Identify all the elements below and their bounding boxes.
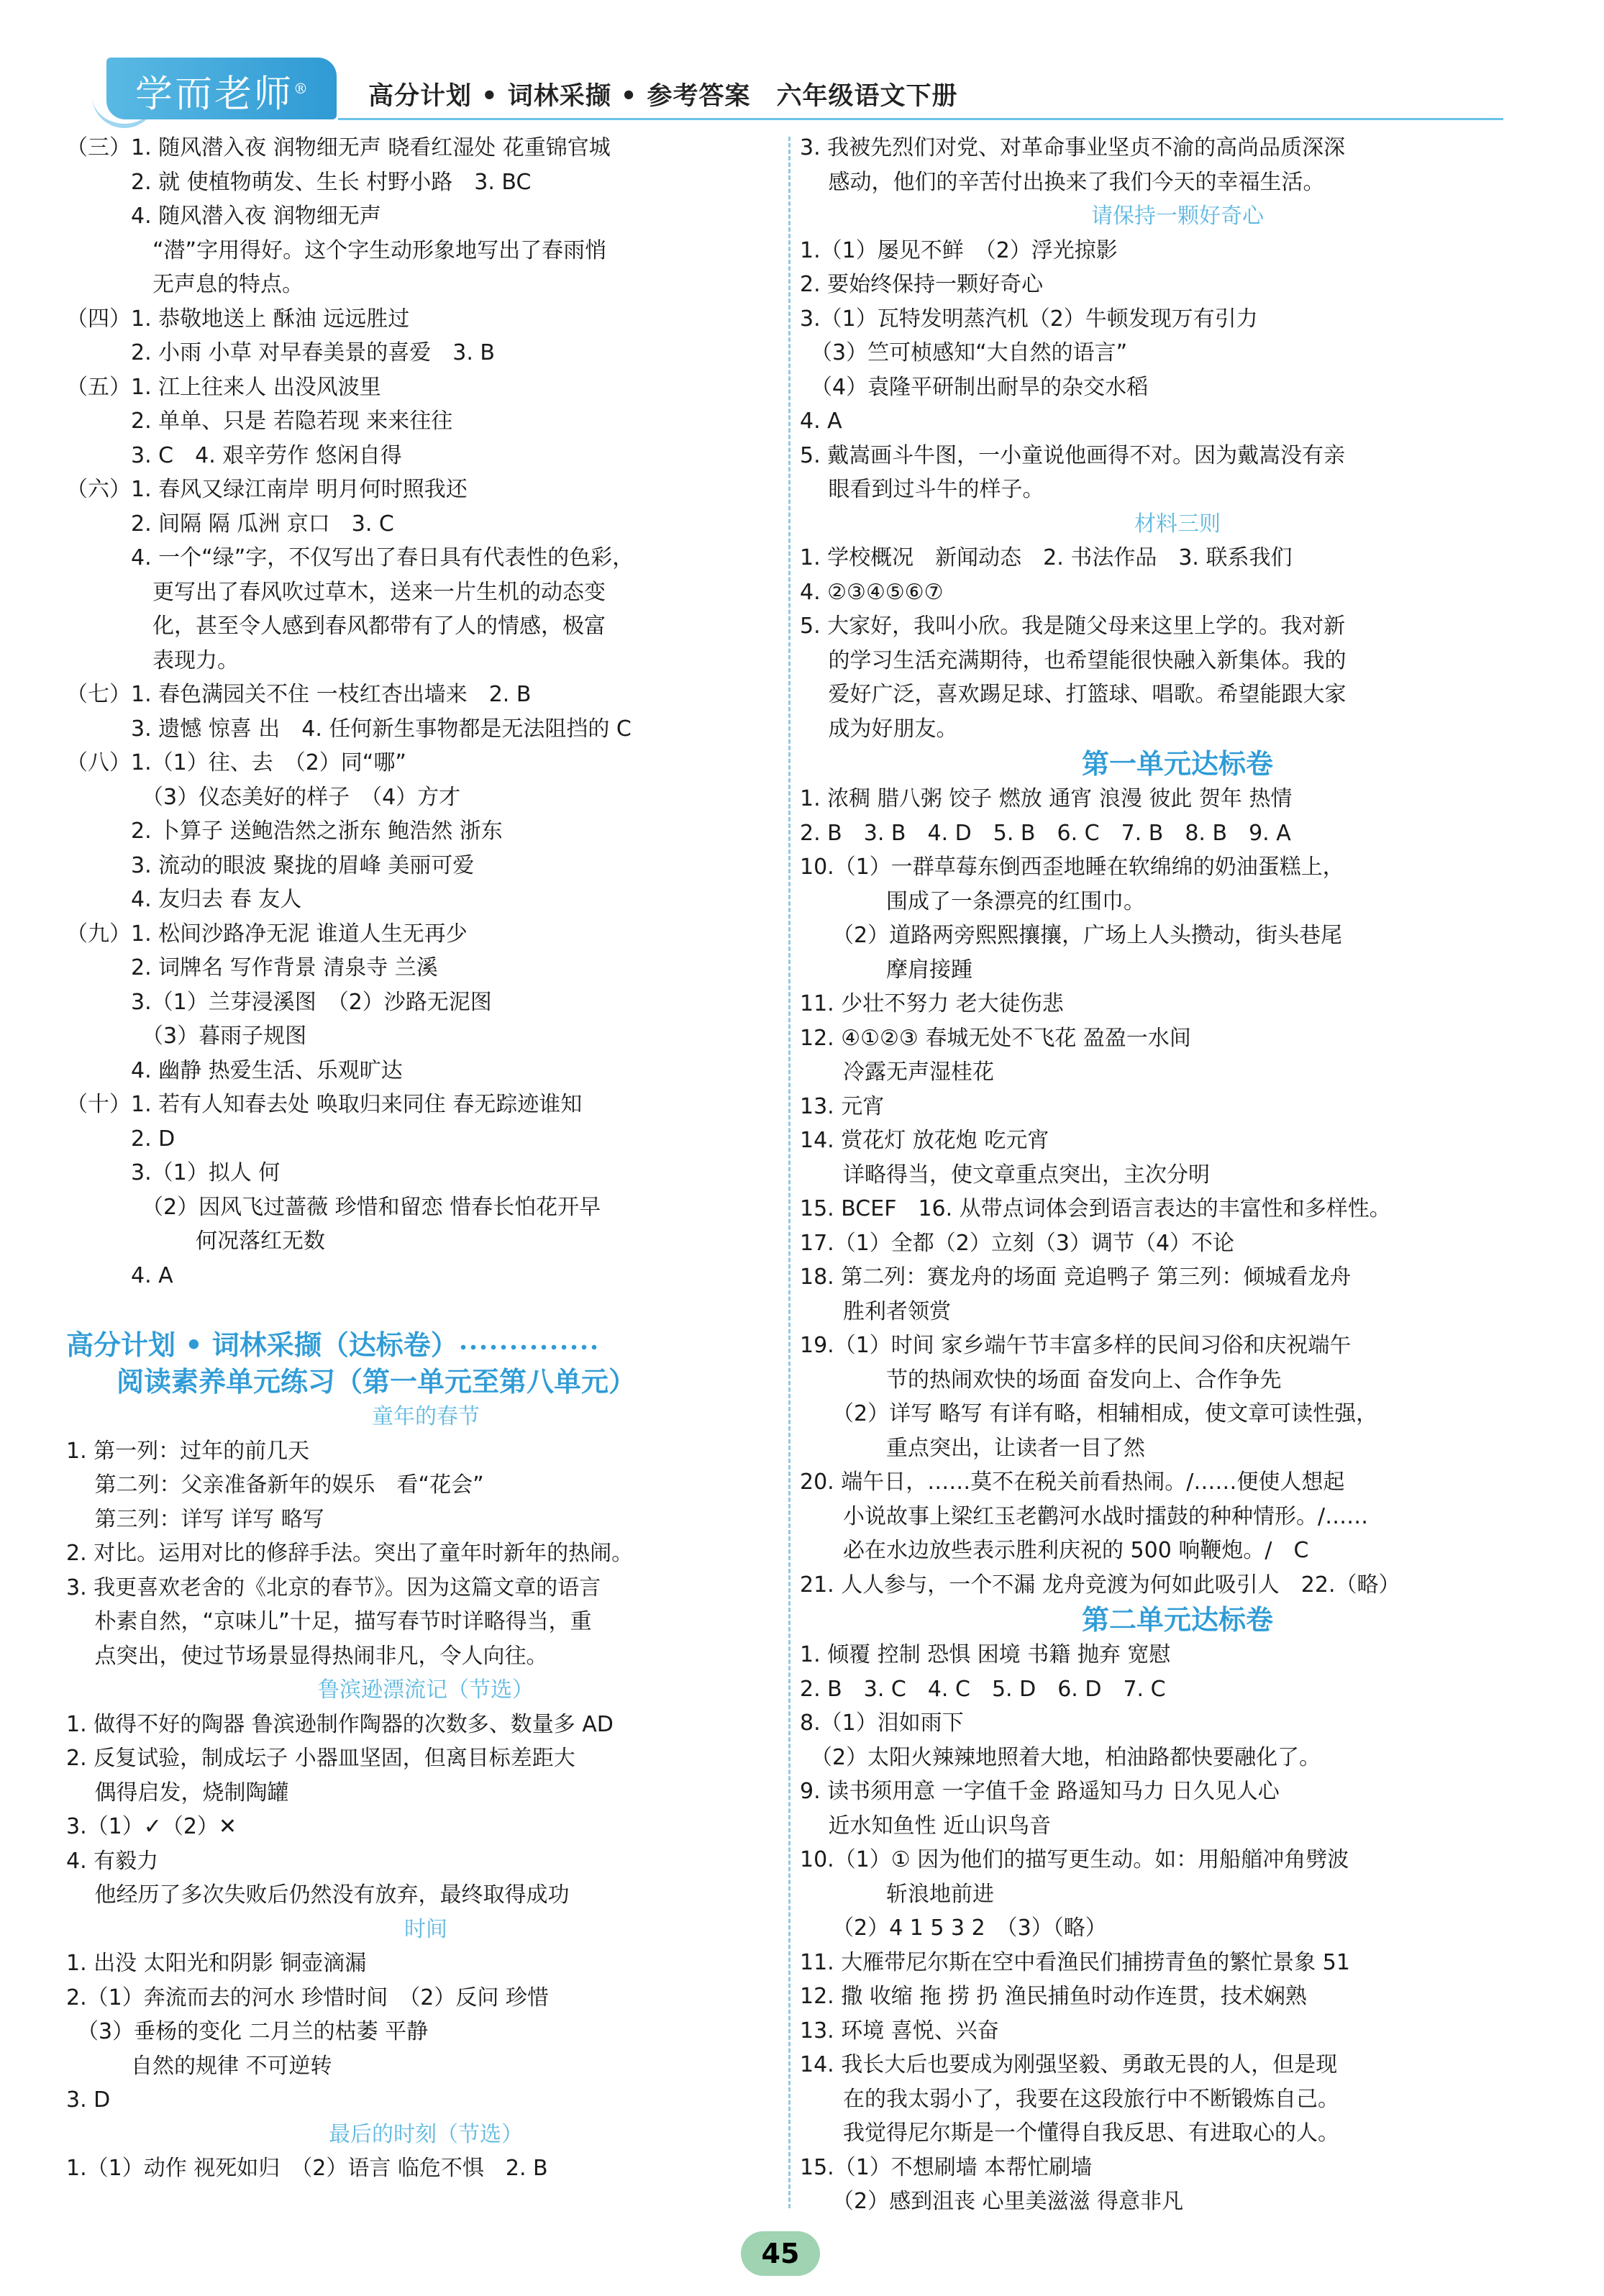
header-title: 高分计划 • 词林采撷 • 参考答案 六年级语文下册 [368, 82, 958, 111]
answer-line: 2. 要始终保持一颗好奇心 [800, 272, 1044, 297]
answer-line: 19.（1）时间 家乡端午节丰富多样的民间习俗和庆祝端午 [800, 1333, 1352, 1358]
answer-line: （2）4 1 5 3 2 （3）（略） [800, 1915, 1107, 1941]
answer-line: 表现力。 [66, 647, 239, 673]
answer-line: （六）1. 春风又绿江南岸 明月何时照我还 [66, 477, 468, 502]
column-divider [788, 137, 790, 2208]
answer-line: 3. 我被先烈们对党、对革命事业坚贞不渝的高尚品质深深 [800, 135, 1346, 160]
answers-curiosity [800, 234, 1555, 507]
answer-line: 15.（1）不想刷墙 本帮忙刷墙 [800, 2154, 1093, 2180]
answer-line: 5. 戴嵩画斗牛图，一小童说他画得不对。因为戴嵩没有亲 [800, 442, 1346, 468]
answer-line: （四）1. 恭敬地送上 酥油 远远胜过 [66, 306, 410, 332]
answer-line: 1. 第一列：过年的前几天 [66, 1438, 310, 1464]
answer-line: 11. 少壮不努力 老大徒伤悲 [800, 991, 1064, 1016]
answer-line: （2）感到沮丧 心里美滋滋 得意非凡 [800, 2189, 1184, 2214]
answer-line: （2）道路两旁熙熙攘攘，广场上人头攒动，街头巷尾 [800, 923, 1343, 948]
left-column [66, 131, 785, 2186]
answer-line: （五）1. 江上往来人 出没风波里 [66, 374, 381, 400]
answer-line: 2. 单单、只是 若隐若现 来来往往 [66, 409, 453, 434]
answer-line: 更写出了春风吹过草木，送来一片生机的动态变 [66, 579, 606, 605]
answer-line: 1.（1）动作 视死如归 （2）语言 临危不惧 2. B [66, 2156, 548, 2181]
answer-line: 14. 我长大后也要成为刚强坚毅、勇敢无畏的人，但是现 [800, 2052, 1338, 2077]
answer-line: （2）详写 略写 有详有略，相辅相成，使文章可读性强， [800, 1401, 1378, 1426]
answer-line: 在的我太弱小了，我要在这段旅行中不断锻炼自己。 [800, 2086, 1339, 2112]
answer-line: 4. 一个“绿”字，不仅写出了春日具有代表性的色彩， [66, 545, 634, 570]
answer-line: 17.（1）全都（2）立刻（3）调节（4）不论 [800, 1230, 1235, 1256]
answer-line: 3. C 4. 艰辛劳作 悠闲自得 [66, 442, 402, 468]
answer-line: 21. 人人参与，一个不漏 龙舟竞渡为何如此吸引人 22.（略） [800, 1572, 1400, 1598]
answers-unit2 [800, 1638, 1555, 2219]
answer-line: 2. 卜算子 送鲍浩然之浙东 鲍浩然 浙东 [66, 819, 503, 844]
answer-line: 15. BCEF 16. 从带点词体会到语言表达的丰富性和多样性。 [800, 1196, 1391, 1221]
answer-line: 4. 随风潜入夜 润物细无声 [66, 204, 381, 229]
brand-name: 学而老师 [135, 73, 293, 117]
answer-line: 摩肩接踵 [800, 957, 972, 983]
answer-line: 小说故事上梁红玉老鹳河水战时擂鼓的种种情形。/…… [800, 1503, 1369, 1529]
section-title [66, 1326, 785, 1364]
answer-line: （3）仪态美好的样子 （4）方才 [66, 784, 461, 810]
answer-line: 4. 有毅力 [66, 1848, 159, 1874]
answer-line: 3. D [66, 2087, 111, 2113]
answers-unit1 [800, 782, 1555, 1602]
page-number-badge: 45 [741, 2231, 820, 2276]
answers-robinson [66, 1708, 785, 1913]
unit1-title: 第一单元达标卷 [1081, 748, 1273, 780]
answer-line: 2. D [66, 1126, 176, 1152]
caption-last-moment: 最后的时刻（节选） [329, 2121, 523, 2147]
answer-line: （八）1.（1）往、去 （2）同“哪” [66, 750, 406, 775]
caption-curiosity: 请保持一颗好奇心 [1091, 204, 1264, 229]
answer-line: 2. 间隔 隔 瓜洲 京口 3. C [66, 511, 394, 537]
answer-line: （三）1. 随风潜入夜 润物细无声 晓看红湿处 花重锦官城 [66, 135, 611, 160]
answer-line: 无声息的特点。 [66, 272, 304, 297]
unit-title: 阅读素养单元练习（第一单元至第八单元） [117, 1366, 637, 1398]
answer-line: 详略得当，使文章重点突出，主次分明 [800, 1162, 1210, 1188]
answer-line: 9. 读书须用意 一字值千金 路遥知马力 日久见人心 [800, 1779, 1280, 1804]
answer-line: 4. A [66, 1262, 173, 1288]
answer-line: 2. 对比。运用对比的修辞手法。突出了童年时新年的热闹。 [66, 1541, 634, 1566]
page-header [0, 0, 1604, 126]
answer-line: 3. 我更喜欢老舍的《北京的春节》。因为这篇文章的语言 [66, 1575, 601, 1600]
answer-line: 爱好广泛，喜欢踢足球、打篮球、唱歌。希望能跟大家 [800, 682, 1346, 707]
answer-line: 18. 第二列：赛龙舟的场面 竞追鸭子 第三列：倾城看龙舟 [800, 1265, 1352, 1290]
right-column [800, 131, 1555, 2219]
answer-line: （十）1. 若有人知春去处 唤取归来同住 春无踪迹谁知 [66, 1092, 583, 1117]
answer-line: 他经历了多次失败后仍然没有放弃，最终取得成功 [66, 1882, 570, 1908]
answers-three-materials [800, 541, 1555, 746]
answer-line: （2）因风飞过蔷薇 珍惜和留恋 惜春长怕花开早 [66, 1194, 601, 1220]
answer-line: 何况落红无数 [66, 1229, 325, 1254]
answer-line: 3. 遗憾 惊喜 出 4. 任何新生事物都是无法阻挡的 C [66, 716, 632, 742]
answer-line: 2. B 3. C 4. C 5. D 6. D 7. C [800, 1676, 1166, 1702]
answer-line: 2. 小雨 小草 对早春美景的喜爱 3. B [66, 340, 495, 365]
answer-line: 4. A [800, 409, 842, 434]
answer-line: 4. 友归去 春 友人 [66, 887, 302, 912]
header-rule [338, 118, 1503, 120]
answer-line: 冷露无声湿桂花 [800, 1060, 994, 1085]
answer-line: （九）1. 松间沙路净无泥 谁道人生无再少 [66, 921, 468, 947]
answer-line: 的学习生活充满期待，也希望能很快融入新集体。我的 [800, 647, 1346, 673]
answer-line: 近水知鱼性 近山识鸟音 [800, 1813, 1052, 1839]
answer-line: 偶得启发，烧制陶罐 [66, 1780, 289, 1805]
answer-line: （3）垂杨的变化 二月兰的枯萎 平静 [66, 2019, 429, 2044]
dotted-leader [458, 1344, 602, 1351]
answer-line: 20. 端午日，……莫不在税关前看热闹。/……便使人想起 [800, 1470, 1345, 1495]
left-answers-poems [66, 131, 785, 1293]
answer-line: 1. 学校概况 新闻动态 2. 书法作品 3. 联系我们 [800, 545, 1293, 570]
answer-line: “潜”字用得好。这个字生动形象地写出了春雨悄 [66, 237, 607, 263]
answer-line: （2）太阳火辣辣地照着大地，柏油路都快要融化了。 [800, 1744, 1321, 1770]
answer-line: 胜利者领赏 [800, 1298, 951, 1324]
answer-line: 朴素自然，“京味儿”十足，描写春节时详略得当，重 [66, 1609, 592, 1634]
answer-line: 眼看到过斗牛的样子。 [800, 477, 1044, 502]
answer-line: 3.（1）兰芽浸溪图 （2）沙路无泥图 [66, 989, 492, 1015]
answer-line: 2.（1）奔流而去的河水 珍惜时间 （2）反问 珍惜 [66, 1985, 549, 2010]
answer-line: 1. 做得不好的陶器 鲁滨逊制作陶器的次数多、数量多 AD [66, 1711, 614, 1737]
answers-childhood-spring [66, 1434, 785, 1674]
answer-line: 化，甚至令人感到春风都带有了人的情感，极富 [66, 614, 606, 639]
spacer [66, 1293, 785, 1326]
caption-robinson: 鲁滨逊漂流记（节选） [318, 1677, 534, 1703]
answer-line: 4. ②③④⑤⑥⑦ [800, 579, 944, 605]
answer-line: 第二列：父亲准备新年的娱乐 看“花会” [66, 1472, 484, 1498]
caption-childhood-spring: 童年的春节 [372, 1404, 480, 1429]
answer-line: （3）暮雨子规图 [66, 1024, 307, 1049]
answer-line: 必在水边放些表示胜利庆祝的 500 响鞭炮。/ C [800, 1538, 1309, 1563]
answer-line: 围成了一条漂亮的红围巾。 [800, 888, 1145, 914]
answer-line: 13. 环境 喜悦、兴奋 [800, 2018, 999, 2044]
answers-continued [800, 131, 1555, 199]
answer-line: 节的热闹欢快的场面 奋发向上、合作争先 [800, 1367, 1282, 1393]
answer-line: 我觉得尼尔斯是一个懂得自我反思、有进取心的人。 [800, 2120, 1339, 2146]
answer-line: 11. 大雁带尼尔斯在空中看渔民们捕捞青鱼的繁忙景象 51 [800, 1949, 1350, 1975]
answer-line: 13. 元宵 [800, 1093, 885, 1119]
answer-line: （七）1. 春色满园关不住 一枝红杏出墙来 2. B [66, 682, 532, 707]
answer-line: 12. 撒 收缩 拖 捞 扔 渔民捕鱼时动作连贯，技术娴熟 [800, 1984, 1307, 2009]
answer-line: 4. 幽静 热爱生活、乐观旷达 [66, 1057, 403, 1083]
answer-line: 2. B 3. B 4. D 5. B 6. C 7. B 8. B 9. A [800, 820, 1291, 846]
answer-line: 3.（1）瓦特发明蒸汽机（2）牛顿发现万有引力 [800, 306, 1258, 332]
answer-line: 3. 流动的眼波 聚拢的眉峰 美丽可爱 [66, 852, 475, 878]
answer-line: 自然的规律 不可逆转 [66, 2053, 332, 2079]
answer-line: 2. 词牌名 写作背景 清泉寺 兰溪 [66, 955, 438, 980]
section-title-text: 高分计划 • 词林采撷（达标卷） [66, 1329, 458, 1361]
answer-line: 10.（1）① 因为他们的描写更生动。如：用船艏冲角劈波 [800, 1847, 1349, 1872]
answer-line: 3.（1）拟人 何 [66, 1160, 281, 1185]
answer-line: 2. 反复试验，制成坛子 小器皿坚固，但离目标差距大 [66, 1746, 575, 1771]
answers-time [66, 1946, 785, 2118]
answer-line: 12. ④①②③ 春城无处不飞花 盈盈一水间 [800, 1025, 1191, 1051]
answer-line: 3.（1）✓（2）✕ [66, 1814, 237, 1839]
answer-line: 成为好朋友。 [800, 716, 958, 742]
answer-line: 重点突出，让读者一目了然 [800, 1435, 1145, 1461]
caption-time: 时间 [404, 1916, 447, 1942]
answer-line: 14. 赏花灯 放花炮 吃元宵 [800, 1128, 1049, 1153]
answer-line: 10.（1）一群草莓东倒西歪地睡在软绵绵的奶油蛋糕上， [800, 855, 1344, 880]
answer-line: 1. 出没 太阳光和阴影 铜壶滴漏 [66, 1951, 367, 1976]
caption-three-materials: 材料三则 [1134, 511, 1221, 537]
answer-line: 5. 大家好，我叫小欣。我是随父母来这里上学的。我对新 [800, 614, 1346, 639]
answer-line: （4）袁隆平研制出耐旱的杂交水稻 [800, 374, 1149, 400]
brand-logo [106, 58, 337, 119]
unit2-title: 第二单元达标卷 [1081, 1604, 1273, 1636]
answers-last-moment [66, 2151, 785, 2186]
registered-mark: ® [293, 80, 308, 97]
answer-line: 1. 浓稠 腊八粥 饺子 燃放 通宵 浪漫 彼此 贺年 热情 [800, 786, 1293, 811]
answer-line: 斩浪地前进 [800, 1881, 994, 1907]
answer-line: 2. 就 使植物萌发、生长 村野小路 3. BC [66, 169, 532, 195]
answer-line: 感动，他们的辛苦付出换来了我们今天的幸福生活。 [800, 169, 1325, 195]
answer-line: 1.（1）屡见不鲜 （2）浮光掠影 [800, 237, 1118, 263]
answer-line: 1. 倾覆 控制 恐惧 困境 书籍 抛弃 宽慰 [800, 1642, 1171, 1667]
answer-line: 点突出，使过节场景显得热闹非凡，令人向往。 [66, 1643, 548, 1669]
answer-line: （3）竺可桢感知“大自然的语言” [800, 340, 1128, 365]
answer-line: 8.（1）泪如雨下 [800, 1710, 964, 1736]
answer-line: 第三列：详写 详写 略写 [66, 1506, 324, 1532]
